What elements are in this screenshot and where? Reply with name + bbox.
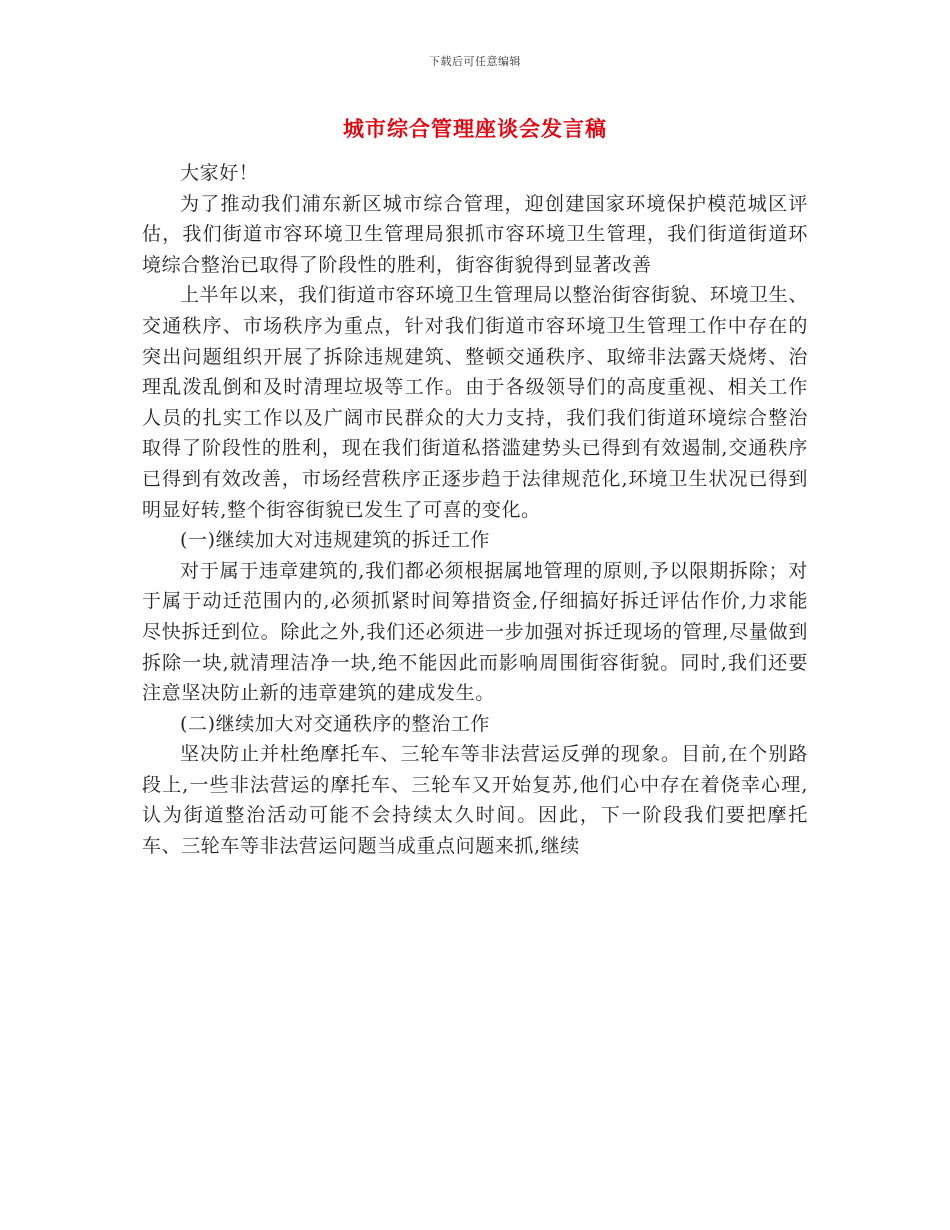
page-header: 下载后可任意编辑 [429, 55, 521, 68]
section-heading-2: (二)继续加大对交通秩序的整治工作 [180, 712, 491, 735]
paragraph-demolition: 对于属于违章建筑的,我们都必须根据属地管理的原则,予以限期拆除；对于属于动迁范围内的,必须抓紧时间筹措资金,仔细搞好拆迁评估作价,力求能尽快拆迁到位。除此之外,我们还必须进一步加强对拆迁现场的管理,尽量做到拆除一块,就清理洁净一块,绝不能因此而影响周围街容街貌。同时,我们还要注意坚决防止新的违章建筑的建成发生。 [142, 559, 808, 705]
paragraph-progress: 上半年以来，我们街道市容环境卫生管理局以整治街容街貌、环境卫生、交通秩序、市场秩序为重点，针对我们街道市容环境卫生管理工作中存在的突出问题组织开展了拆除违规建筑、整顿交通秩序、取缔非法露天烧烤、治理乱泼乱倒和及时清理垃圾等工作。由于各级领导们的高度重视、相关工作人员的扎实工作以及广阔市民群众的大力支持，我们我们街道环境综合整治取得了阶段性的胜利，现在我们街道私搭滥建势头已得到有效遏制,交通秩序已得到有效改善，市场经营秩序正逐步趋于法律规范化,环境卫生状况已得到明显好转,整个街容街貌已发生了可喜的变化。 [142, 284, 808, 521]
section-heading-1: (一)继续加大对违规建筑的拆迁工作 [180, 529, 491, 552]
document-body [142, 158, 808, 862]
paragraph-intro: 为了推动我们浦东新区城市综合管理，迎创建国家环境保护模范城区评估，我们街道市容环境卫生管理局狠抓市容环境卫生管理，我们街道街道环境综合整治已取得了阶段性的胜利，街容街貌得到显著改善 [142, 192, 808, 276]
paragraph-traffic: 坚决防止并杜绝摩托车、三轮车等非法营运反弹的现象。目前,在个别路段上,一些非法营运的摩托车、三轮车又开始复苏,他们心中存在着侥幸心理,认为街道整治活动可能不会持续太久时间。因此，下一阶段我们要把摩托车、三轮车等非法营运问题当成重点问题来抓,继续 [142, 743, 808, 858]
paragraph-greeting: 大家好！ [180, 162, 259, 184]
document-title: 城市综合管理座谈会发言稿 [343, 116, 607, 141]
